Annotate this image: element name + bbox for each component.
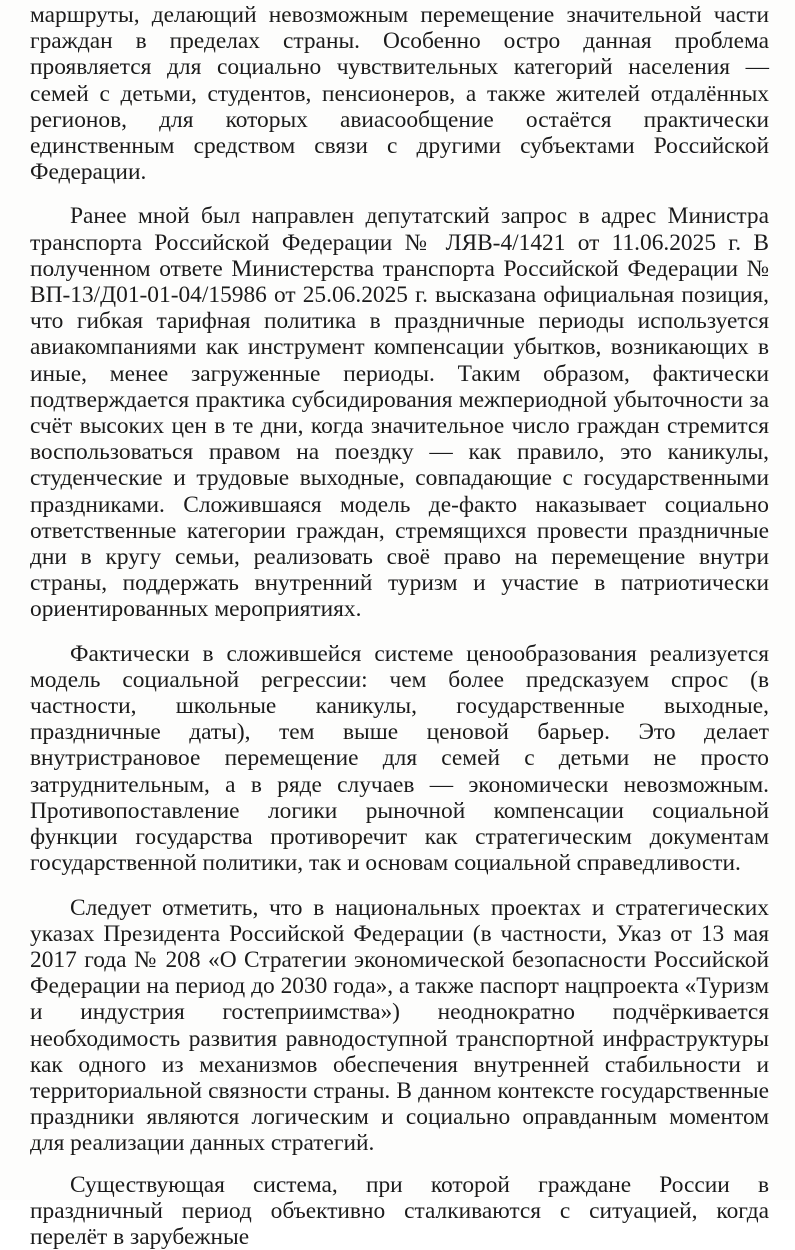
paragraph-5: Существующая система, при которой граждане России в праздничный период объективно сталкиваются с ситуацией, когда перелёт в зарубежные [30,1171,769,1250]
paragraph-spacer [30,623,769,641]
paragraph-spacer [30,877,769,895]
paragraph-spacer [30,185,769,203]
document-body [30,2,769,1250]
paragraph-1: маршруты, делающий невозможным перемещение значительной части граждан в пределах страны. Особенно остро данная проблема проявляется для социально чувствительных категорий населения — семей с детьми, студентов, пенсионеров, а также жителей отдалённых регионов, для которых авиасообщение остаётся практически единственным средством связи с другими субъектами Российской Федерации. [30,2,769,186]
paragraph-2: Ранее мной был направлен депутатский запрос в адрес Министра транспорта Российской Федерации № ЛЯВ-4/1421 от 11.06.2025 г. В полученном ответе Министерства транспорта Российской Федерации № ВП-13/Д01-01-04/15986 от 25.06.2025 г. высказана официальная позиция, что гибкая тарифная политика в праздничные периоды используется авиакомпаниями как инструмент компенсации убытков, возникающих в иные, менее загруженные периоды. Таким образом, фактически подтверждается практика субсидирования межпериодной убыточности за счёт высоких цен в те дни, когда значительное число граждан стремится воспользоваться правом на поездку — как правило, это каникулы, студенческие и трудовые выходные, совпадающие с государственными праздниками. Сложившаяся модель де-факто наказывает социально ответственные категории граждан, стремящихся провести праздничные дни в кругу семьи, реализовать своё право на перемещение внутри страны, поддержать внутренний туризм и участие в патриотически ориентированных мероприятиях. [30,203,769,623]
paragraph-4: Следует отметить, что в национальных проектах и стратегических указах Президента Российской Федерации (в частности, Указ от 13 мая 2017 года № 208 «О Стратегии экономической безопасности Российской Федерации на период до 2030 года», а также паспорт нацпроекта «Туризм и индустрия гостеприимства») неоднократно подчёркивается необходимость развития равнодоступной транспортной инфраструктуры как одного из механизмов обеспечения внутренней стабильности и территориальной связности страны. В данном контексте государственные праздники являются логическим и социально оправданным моментом для реализации данных стратегий. [30,894,769,1157]
paragraph-3: Фактически в сложившейся системе ценообразования реализуется модель социальной регрессии: чем более предсказуем спрос (в частности, школьные каникулы, государственные выходные, праздничные даты), тем выше ценовой барьер. Это делает внутристрановое перемещение для семей с детьми не просто затруднительным, а в ряде случаев — экономически невозможным. Противопоставление логики рыночной компенсации социальной функции государства противоречит как стратегическим документам государственной политики, так и основам социальной справедливости. [30,640,769,877]
paragraph-spacer [30,1157,769,1172]
